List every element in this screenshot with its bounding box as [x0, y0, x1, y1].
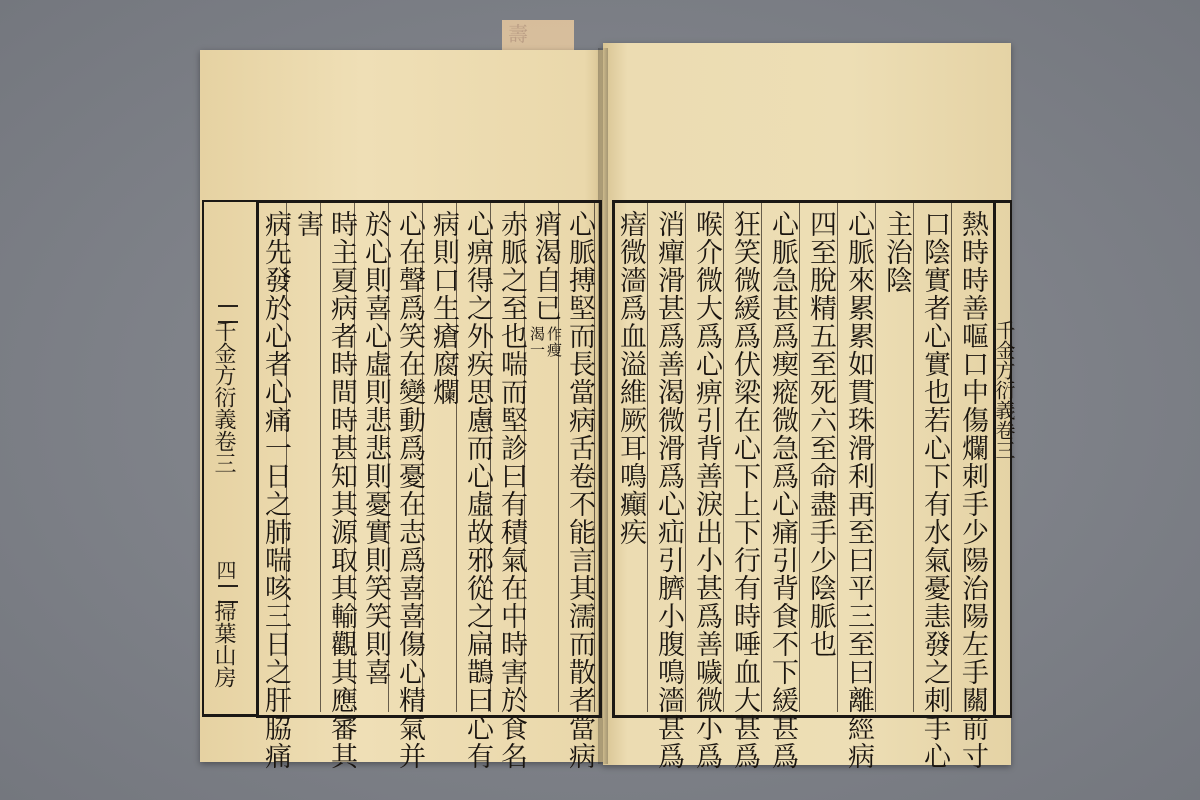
right-column-3: 主治陰: [881, 210, 912, 294]
left-column-10: 病先發於心者心痛一日之肺喘咳三日之肝脇痛: [260, 210, 291, 770]
collector-seal-text: 壽: [508, 22, 530, 46]
right-column-7: 狂笑微緩爲伏梁在心下上下行有時唾血大甚爲: [729, 210, 760, 770]
left-column-8: 時主夏病者時間時甚知其源取其輸觀其應審其: [326, 210, 357, 770]
right-column-4: 心脈來累累如貫珠滑利再至曰平三至曰離經病: [843, 210, 874, 770]
left-column-5: 病則口生瘡腐爛: [428, 210, 459, 406]
right-column-6: 心脈急甚爲瘈瘲微急爲心痛引背食不下緩甚爲: [767, 210, 798, 770]
right-column-9: 消癉滑甚爲善渴微滑爲心疝引臍小腹鳴濇甚爲: [653, 210, 684, 770]
left-column-9: 害: [292, 210, 323, 238]
left-column-7: 於心則喜心虛則悲悲則憂實則笑笑則喜: [360, 210, 391, 686]
left-column-1: 心脈搏堅而長當病舌卷不能言其濡而散者當病: [564, 210, 595, 770]
right-column-rule: [875, 203, 876, 712]
note-left-line: 作瘦: [545, 326, 563, 358]
right-column-8: 喉介微大爲心痹引背善淚出小甚爲善噦微小爲: [691, 210, 722, 770]
right-column-rule: [799, 203, 800, 712]
left-column-2: [528, 210, 562, 358]
left-column-3: 赤脈之至也喘而堅診曰有積氣在中時害於食名: [496, 210, 527, 770]
margin-publisher: 掃葉山房: [211, 600, 236, 688]
right-column-5: 四至脫精五至死六至命盡手少陰脈也: [805, 210, 836, 658]
right-column-1: 熱時時善嘔口中傷爛刺手少陽治陽左手關前寸: [957, 210, 988, 770]
left-column-4: 心痹得之外疾思慮而心虛故邪從之扁鵲曰心有: [462, 210, 493, 770]
right-column-rule: [951, 203, 952, 712]
right-margin-book-title: 千金方衍義卷三: [992, 320, 1016, 460]
left-column-rule: [320, 203, 321, 712]
margin-page-number: 四: [213, 560, 237, 580]
left-column-6: 心在聲爲笑在變動爲憂在志爲喜喜傷心精氣并: [394, 210, 425, 770]
left-column-2-text: 痟渴自已: [530, 210, 561, 322]
right-column-2: 口陰實者心實也若心下有水氣憂恚發之刺手心: [919, 210, 950, 770]
right-column-rule: [837, 203, 838, 712]
right-column-rule: [647, 203, 648, 712]
right-column-rule: [761, 203, 762, 712]
margin-book-title: 千金方衍義卷三: [211, 320, 236, 474]
interlinear-note: [528, 326, 562, 358]
right-column-rule: [723, 203, 724, 712]
right-column-rule: [685, 203, 686, 712]
right-column-10: 瘖微濇爲血溢維厥耳鳴癲疾: [615, 210, 646, 546]
note-right-line: 渴一: [528, 326, 546, 358]
right-column-rule: [913, 203, 914, 712]
